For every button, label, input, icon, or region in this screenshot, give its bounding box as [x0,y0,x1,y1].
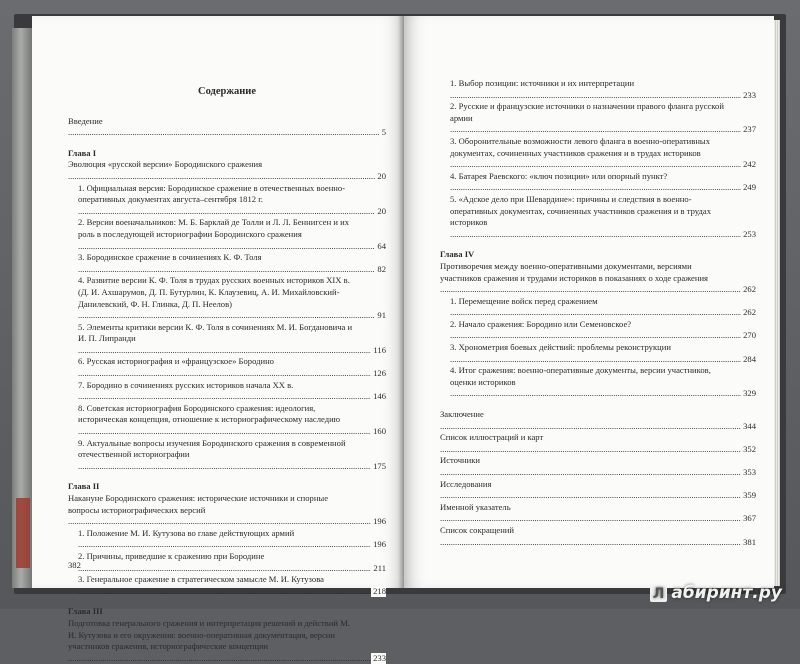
toc-subentry [68,356,386,379]
toc-page-number: 352 [743,443,756,454]
toc-page-number: 175 [373,460,386,471]
toc-page-number: 353 [743,467,756,477]
toc-page-number: 233 [373,652,386,663]
toc-subentry [440,365,756,400]
toc-entry-text: 1. Выбор позиции: источники и их интерпретации ..... [450,78,756,100]
toc-subentry [68,322,386,357]
toc-entry-text: 5. Элементы критики версии К. Ф. Толя в сочинениях М. И. Богдановича и И. П. Липранди ..... [78,322,386,355]
toc-page-number: 91 [377,310,386,321]
toc-subentry [68,252,386,275]
toc-entry-text: 3. Оборонительные возможности левого фланга в военно-оперативных документах, сочиненных участников сражения и в трудах историков ..... [450,136,756,169]
watermark-logo [650,583,782,603]
toc-subentry [68,217,386,252]
toc-entry-text: Заключение ..... [440,409,756,431]
toc-entry-text: 1. Официальная версия: Бородинское сражение в отечественных военно-оперативных документах августа–сентября 1812 г. ..... [78,183,386,216]
toc-subentry [68,183,386,218]
toc-subentry [68,574,386,597]
toc-page-number: 359 [743,490,756,501]
toc-entry-text: 7. Бородино в сочинениях русских историков начала XX в. ..... [78,380,386,402]
toc-entry [440,432,756,455]
toc-entry-text: 5. «Адское дело при Шевардине»: причины и следствия в военно-оперативных документах, сочиненных участников сражения и в трудах историков ..... [450,194,756,239]
toc-entry-text: 6. Русская историография и «французское» Бородино ..... [78,356,386,378]
toc-page-number: 329 [743,388,756,399]
toc-page-number: 233 [743,89,756,100]
toc-entry-text: 2. Русские и французские источники о назначении правого фланга русской армии ..... [450,101,756,134]
toc-entry-text: Список иллюстраций и карт ..... [440,432,756,454]
toc-page-number: 160 [373,426,386,437]
toc-entry-text: Именной указатель ..... [440,502,756,524]
toc-entry-text: 2. Версии военачальников: М. Б. Барклай де Толли и Л. Л. Беннигсен и их роль в последующей историографии Бородинского сражения ..... [78,217,386,250]
toc-subentry [440,296,756,319]
toc-page-number: 367 [743,513,756,524]
toc-title: Содержание [198,86,256,97]
toc-entry [440,455,756,478]
toc-entry-text: Список сокращений ..... [440,525,756,547]
toc-subentry [68,275,386,321]
toc-entry [440,525,756,548]
toc-entry-text: Накануне Бородинского сражения: исторические источники и спорные вопросы историографических версий ..... [68,493,386,526]
toc-page-number: 5 [381,127,386,138]
toc-subentry [68,380,386,403]
toc-subentry [68,438,386,473]
toc-right [440,78,756,548]
toc-page-number: 262 [743,284,756,295]
toc-entry-text: 9. Актуальные вопросы изучения Бородинского сражения в современной отечественной историографии ..... [78,438,386,471]
toc-entry [440,261,756,296]
watermark-text: абиринт.ру [671,583,782,603]
toc-subentry [440,171,756,194]
toc-subentry [440,78,756,101]
toc-left [68,86,386,664]
toc-page-number: 146 [373,391,386,402]
toc-subentry [440,101,756,136]
toc-page-number: 196 [373,539,386,550]
left-page [32,16,404,663]
toc-entry [68,493,386,528]
toc-entry-text: 3. Бородинское сражение в сочинениях К. Ф. Толя ..... [78,252,386,274]
toc-page-number: 242 [743,159,756,170]
toc-entry-text: 4. Развитие версии К. Ф. Толя в трудах русских военных историков XIX в. (Д. И. Ахшарумов, Д. П. Бутурлин, К. Клаузевиц, А. И. Михайловский-Данилевский, Ф. Н. Глинка, Д. П. Неелов) ..... [78,275,386,320]
page-number: 382 [68,560,81,570]
toc-entry [440,502,756,525]
toc-page-number: 218 [373,585,386,596]
toc-subentry [440,136,756,171]
toc-subentry [68,551,386,574]
toc-entry-text: 3. Хронометрия боевых действий: проблемы реконструкции ..... [450,342,756,364]
toc-entries-left [68,116,386,664]
toc-entry-text: Противоречия между военно-оперативными документами, версиями участников сражения и трудами историков в показаниях о ходе сражения ..... [440,261,756,294]
toc-page-number: 126 [373,368,386,379]
toc-entry [68,116,386,139]
toc-page-number: 211 [373,562,386,573]
toc-page-number: 64 [377,240,386,251]
toc-page-number: 249 [743,182,756,193]
toc-page-number: 262 [743,307,756,318]
toc-entry-text: Эволюция «русской версии» Бородинского сражения ..... [68,159,386,181]
toc-entry [440,479,756,502]
toc-chapter-heading: Глава IV [440,249,475,260]
toc-subentry [68,403,386,438]
toc-entry [68,618,386,664]
toc-page-number: 82 [377,263,386,274]
toc-entry-text: 2. Причины, приведшие к сражению при Бородине ..... [78,551,386,573]
toc-page-number: 20 [377,205,386,216]
toc-entry [68,159,386,182]
toc-entries-right [440,78,756,548]
toc-entry-text: Исследования ..... [440,479,756,501]
toc-entry-text: 1. Перемещение войск перед сражением ..... [450,296,756,318]
toc-subentry [440,342,756,365]
toc-page-number: 344 [743,420,756,431]
toc-page-number: 270 [743,330,756,341]
toc-entry-text: Источники ..... [440,455,756,477]
toc-subentry [440,194,756,240]
toc-page-number: 284 [743,353,756,364]
toc-entry-text: 8. Советская историография Бородинского сражения: идеология, историческая концепция, отношение к историографическому наследию ..... [78,403,386,436]
toc-entry-text: 4. Итог сражения: военно-оперативные документы, версии участников, оценки историков ..... [450,365,756,398]
toc-entry-text: 1. Положение М. И. Кутузова во главе действующих армий ..... [78,528,386,550]
book-spine-edge [12,28,34,588]
toc-page-number: 381 [743,536,756,547]
toc-entry [440,409,756,432]
toc-page-number: 237 [743,124,756,135]
toc-page-number: 116 [373,344,386,355]
toc-page-number: 20 [377,170,386,181]
toc-subentry [440,319,756,342]
toc-chapter-heading: Глава I [68,147,97,158]
toc-entry-text: Подготовка генерального сражения и интерпретация решений и действий М. И. Кутузова и его окружения: военно-оперативная документация, версии участников сражения, историографические концепции ..... [68,618,386,663]
toc-spacer [440,400,756,409]
toc-entry-text: 2. Начало сражения: Бородино или Семеновское? ..... [450,319,756,341]
watermark-badge: Л [650,586,668,602]
right-page [404,16,774,588]
toc-page-number: 253 [743,228,756,239]
toc-chapter-heading: Глава III [68,606,103,617]
toc-entry-text: Введение ..... [68,116,386,138]
toc-chapter-heading: Глава II [68,481,100,492]
toc-entry-text: 4. Батарея Раевского: «ключ позиции» или опорный пункт? ..... [450,171,756,193]
toc-entry-text: 3. Генеральное сражение в стратегическом замысле М. И. Кутузова ..... [78,574,386,596]
toc-subentry [68,528,386,551]
toc-page-number: 196 [373,516,386,527]
